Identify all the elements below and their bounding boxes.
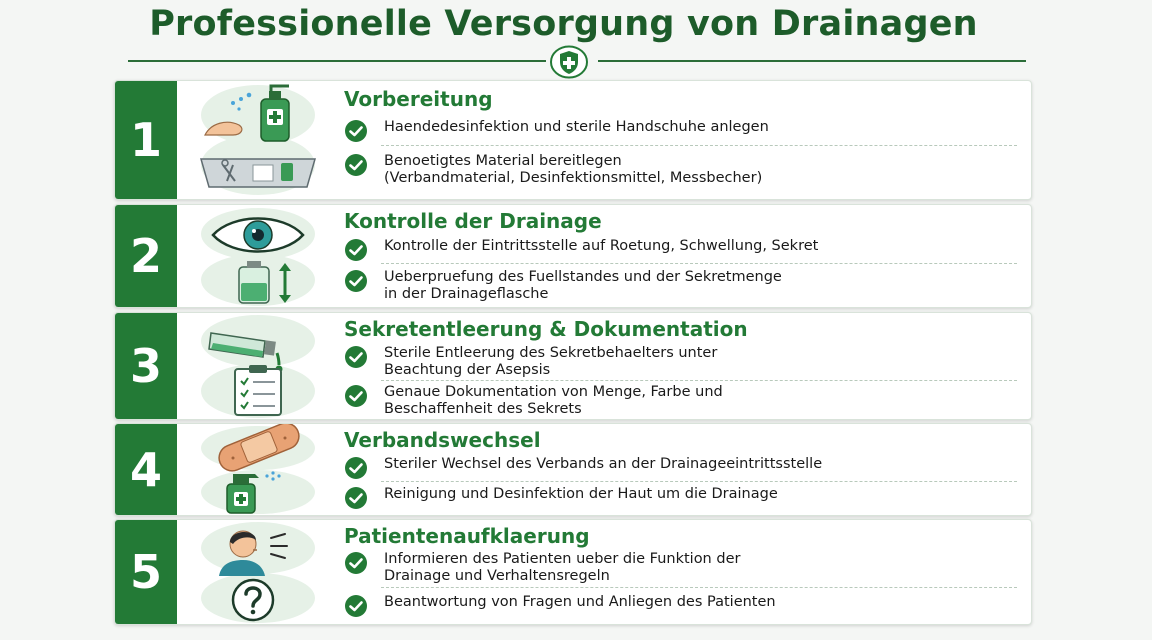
- step-card-2: [114, 204, 1032, 308]
- step-icons: [193, 313, 323, 419]
- step-card-4: [114, 423, 1032, 516]
- step-heading: Vorbereitung: [344, 87, 493, 111]
- item-divider: [381, 145, 1017, 146]
- check-icon: [344, 456, 368, 480]
- item-divider: [381, 263, 1017, 264]
- step-number: 2: [115, 205, 177, 307]
- step-card-3: [114, 312, 1032, 420]
- question-icon: [233, 580, 273, 620]
- item-divider: [381, 481, 1017, 482]
- page-title: Professionelle Versorgung von Drainagen: [149, 4, 978, 44]
- step-icons: [193, 424, 323, 515]
- step-heading: Sekretentleerung & Dokumentation: [344, 317, 748, 341]
- item-text: Beantwortung von Fragen und Anliegen des Patienten: [384, 594, 776, 610]
- check-icon: [344, 238, 368, 262]
- check-icon: [344, 153, 368, 177]
- step-heading: Verbandswechsel: [344, 428, 541, 452]
- step-card-1: [114, 80, 1032, 200]
- item-text: Sterile Entleerung des Sekretbehaelters unter Beachtung der Asepsis: [384, 345, 718, 378]
- step-number: 5: [115, 520, 177, 624]
- item-text: Ueberpruefung des Fuellstandes und der Sekretmenge in der Drainageflasche: [384, 269, 782, 302]
- step-heading: Kontrolle der Drainage: [344, 209, 602, 233]
- item-text: Haendedesinfektion und sterile Handschuhe anlegen: [384, 119, 769, 135]
- item-text: Informieren des Patienten ueber die Funktion der Drainage und Verhaltensregeln: [384, 551, 741, 584]
- title-rule-right: [598, 60, 1026, 62]
- step-number: 3: [115, 313, 177, 419]
- title-rule-left: [128, 60, 546, 62]
- step-card-5: [114, 519, 1032, 625]
- step-icons: [193, 205, 323, 307]
- step-number: 4: [115, 424, 177, 515]
- instrument-tray-icon: [201, 159, 315, 187]
- check-icon: [344, 384, 368, 408]
- item-text: Reinigung und Desinfektion der Haut um die Drainage: [384, 486, 778, 502]
- item-text: Kontrolle der Eintrittsstelle auf Roetung, Schwellung, Sekret: [384, 238, 819, 254]
- check-icon: [344, 594, 368, 618]
- clipboard-icon: [235, 365, 281, 415]
- item-text: Genaue Dokumentation von Menge, Farbe und Beschaffenheit des Sekrets: [384, 384, 723, 417]
- step-number: 1: [115, 81, 177, 199]
- shield-plus-icon: [550, 45, 588, 79]
- item-divider: [381, 380, 1017, 381]
- item-text: Benoetigtes Material bereitlegen (Verbandmaterial, Desinfektionsmittel, Messbecher): [384, 153, 763, 186]
- item-divider: [381, 587, 1017, 588]
- check-icon: [344, 486, 368, 510]
- item-text: Steriler Wechsel des Verbands an der Drainageeintrittsstelle: [384, 456, 823, 472]
- step-heading: Patientenaufklaerung: [344, 524, 590, 548]
- check-icon: [344, 269, 368, 293]
- check-icon: [344, 551, 368, 575]
- check-icon: [344, 345, 368, 369]
- check-icon: [344, 119, 368, 143]
- step-icons: [193, 81, 323, 199]
- step-icons: [193, 520, 323, 624]
